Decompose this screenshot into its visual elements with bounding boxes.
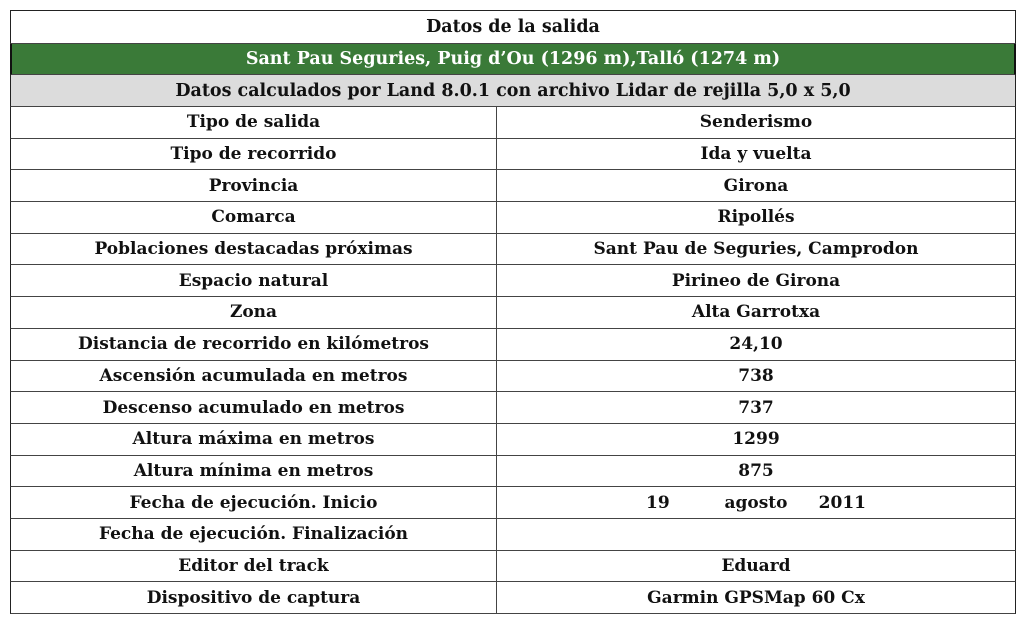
trip-data-table [10,10,1016,614]
row-label: Editor del track [11,551,497,582]
row-value: 875 [738,460,774,481]
row-label: Fecha de ejecución. Finalización [11,519,497,550]
row-value [497,519,1015,550]
route-name-row [10,44,1016,75]
table-row [10,361,1016,393]
row-value: 1299 [732,429,780,450]
table-row [10,582,1016,614]
row-value: 737 [738,397,774,418]
start-date-month: agosto [724,492,788,513]
table-row [10,392,1016,424]
table-row [10,487,1016,519]
row-label: Fecha de ejecución. Inicio [11,487,497,518]
start-date [646,493,866,513]
row-label: Tipo de salida [11,107,497,138]
table-row [10,551,1016,583]
table-row [10,456,1016,488]
row-value: Alta Garrotxa [691,302,821,323]
table-row [10,329,1016,361]
row-label: Altura mínima en metros [11,456,497,487]
table-title-row [10,10,1016,44]
row-value: Ripollés [717,207,795,228]
table-row [10,519,1016,551]
row-label: Poblaciones destacadas próximas [11,234,497,265]
row-label: Comarca [11,202,497,233]
row-label: Tipo de recorrido [11,139,497,170]
row-label: Descenso acumulado en metros [11,392,497,423]
row-value: 24,10 [729,334,783,355]
calc-note: Datos calculados por Land 8.0.1 con archivo Lidar de rejilla 5,0 x 5,0 [175,80,851,101]
row-label: Altura máxima en metros [11,424,497,455]
table-row [10,297,1016,329]
row-value: Sant Pau de Seguries, Camprodon [593,239,919,260]
row-value: Eduard [721,555,791,576]
table-row [10,234,1016,266]
row-value: Ida y vuelta [700,144,812,165]
start-date-day: 19 [646,492,670,513]
table-row [10,265,1016,297]
row-label: Zona [11,297,497,328]
table-row [10,107,1016,139]
row-label: Espacio natural [11,265,497,296]
row-label: Provincia [11,170,497,201]
row-value: Girona [723,175,789,196]
row-value: 738 [738,365,774,386]
start-date-value [497,487,1015,518]
row-value: Senderismo [699,112,813,133]
calc-note-row [10,75,1016,107]
table-row [10,424,1016,456]
row-value: Garmin GPSMap 60 Cx [647,587,865,608]
start-date-year: 2011 [818,492,866,513]
row-label: Dispositivo de captura [11,582,497,613]
table-row [10,202,1016,234]
table-row [10,139,1016,171]
row-value: Pirineo de Girona [671,270,841,291]
table-title: Datos de la salida [426,17,600,37]
row-label: Ascensión acumulada en metros [11,361,497,392]
table-row [10,170,1016,202]
route-name: Sant Pau Seguries, Puig d’Ou (1296 m),Talló (1274 m) [245,49,781,69]
row-label: Distancia de recorrido en kilómetros [11,329,497,360]
